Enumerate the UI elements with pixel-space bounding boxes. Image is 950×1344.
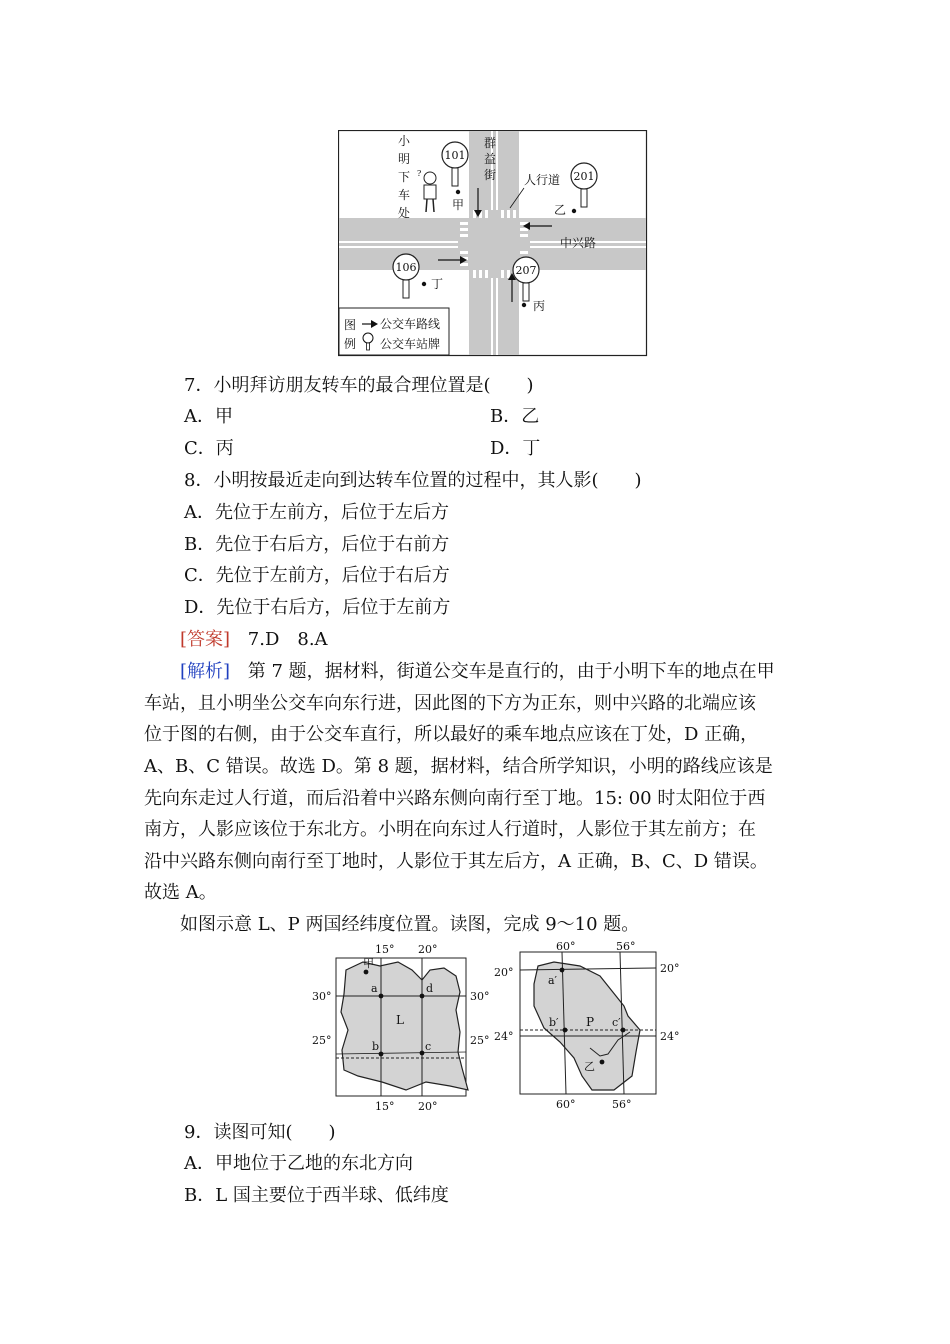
street-map-figure xyxy=(338,130,648,358)
point-jia-dot xyxy=(456,190,460,194)
alight-label-char-3: 下 xyxy=(398,170,411,184)
point-yi-label: 乙 xyxy=(554,203,567,217)
map-P-yi-label: 乙 xyxy=(584,1060,595,1073)
map-L-lat1-left: 30° xyxy=(312,990,332,1003)
legend-route-label: 公交车路线 xyxy=(380,317,441,331)
analysis-line-7: 沿中兴路东侧向南行至丁地时，人影位于其左后方，A 正确，B、C、D 错误。 xyxy=(144,851,768,872)
map-P-c-dot xyxy=(621,1028,626,1033)
map-P-lon1-top: 60° xyxy=(556,940,576,953)
analysis-line-8: 故选 A。 xyxy=(144,882,217,903)
country-L-shape xyxy=(341,962,468,1090)
q7-option-b: B．乙 xyxy=(490,406,540,427)
q9-option-a: A．甲地位于乙地的东北方向 xyxy=(184,1153,413,1174)
map-P-lat1-right: 20° xyxy=(660,962,680,975)
analysis-line-2: 车站，且小明坐公交车向东行进，因此图的下方为正东，则中兴路的北端应该 xyxy=(144,693,756,714)
analysis-line-1 xyxy=(180,660,775,684)
road-north-char-3: 街 xyxy=(484,168,497,182)
map-L-c-label: c xyxy=(425,1040,432,1053)
q9-option-b: B．L 国主要位于西半球、低纬度 xyxy=(184,1185,449,1206)
road-north-char-1: 群 xyxy=(484,136,497,150)
map-L-b-dot xyxy=(379,1052,384,1057)
map-P-a-label: a′ xyxy=(548,974,558,987)
map-L-b-label: b xyxy=(372,1040,380,1053)
map-P-lon2-top: 56° xyxy=(616,940,636,953)
legend-stop-label: 公交车站牌 xyxy=(380,337,441,351)
q7-option-a: A．甲 xyxy=(184,406,233,427)
sign-201-label: 201 xyxy=(573,170,595,183)
map-P-yi-dot xyxy=(600,1060,605,1065)
q7-option-c: C．丙 xyxy=(184,438,234,459)
point-jia-label: 甲 xyxy=(452,198,465,212)
alight-label-char-1: 小 xyxy=(398,134,411,148)
map-intro: 如图示意 L、P 两国经纬度位置。读图，完成 9～10 题。 xyxy=(180,914,640,935)
svg-text:?: ? xyxy=(417,169,422,178)
map-L-lon1-bottom: 15° xyxy=(375,1100,395,1113)
map-L-a-dot xyxy=(379,994,384,999)
road-horizontal xyxy=(339,218,646,270)
map-P-lat2-right: 24° xyxy=(660,1030,680,1043)
map-L-d-dot xyxy=(420,994,425,999)
map-L-jia-dot xyxy=(364,970,369,975)
sign-106-label: 106 xyxy=(395,261,417,274)
legend-title-2: 例 xyxy=(344,337,357,351)
q8-stem: 8．小明按最近走向到达转车位置的过程中，其人影( ) xyxy=(184,470,642,491)
answer-text: 7.D 8.A xyxy=(247,629,328,650)
map-L-a-label: a xyxy=(371,982,378,995)
map-P-lon1-bottom: 60° xyxy=(556,1098,576,1111)
sign-207-label: 207 xyxy=(515,264,537,277)
alight-label-char-5: 处 xyxy=(398,206,411,220)
map-L-d-label: d xyxy=(426,982,434,995)
map-L-lat2-right: 25° xyxy=(470,1034,490,1047)
analysis-line-3: 位于图的右侧，由于公交车直行，所以最好的乘车地点应该在丁处，D 正确， xyxy=(144,724,759,745)
analysis-text-1: 第 7 题，据材料，街道公交车是直行的，由于小明下车的地点在甲 xyxy=(247,661,775,682)
map-L-c-dot xyxy=(420,1051,425,1056)
legend-title-1: 图 xyxy=(344,318,357,332)
map-L-lon2-bottom: 20° xyxy=(418,1100,438,1113)
map-P-figure xyxy=(490,940,690,1115)
map-L-lat1-right: 30° xyxy=(470,990,490,1003)
road-north-char-2: 益 xyxy=(484,152,497,166)
map-P-lon2-bottom: 56° xyxy=(612,1098,632,1111)
map-P-lat2-left: 24° xyxy=(494,1030,514,1043)
analysis-line-5: 先向东走过人行道，而后沿着中兴路东侧向南行至丁地。15: 00 时太阳位于西 xyxy=(144,788,766,809)
map-L-name: L xyxy=(396,1013,404,1027)
map-L-lon2-top: 20° xyxy=(418,943,438,956)
sidewalk-label: 人行道 xyxy=(524,173,561,187)
q8-option-a: A．先位于左前方，后位于左后方 xyxy=(184,502,449,523)
point-ding-label: 丁 xyxy=(431,277,444,291)
q8-option-d: D．先位于右后方，后位于左前方 xyxy=(184,597,451,618)
map-P-b-dot xyxy=(563,1028,568,1033)
answer-tag: [答案] xyxy=(180,629,231,650)
map-P-a-dot xyxy=(560,968,565,973)
q8-option-b: B．先位于右后方，后位于右前方 xyxy=(184,534,450,555)
map-L-lat2-left: 25° xyxy=(312,1034,332,1047)
q9-stem: 9．读图可知( ) xyxy=(184,1122,336,1143)
point-ding-dot xyxy=(422,282,426,286)
alight-label-char-4: 车 xyxy=(398,188,411,202)
point-bing-label: 丙 xyxy=(533,299,546,313)
alight-label-char-2: 明 xyxy=(398,152,411,166)
map-L-lon1-top: 15° xyxy=(375,943,395,956)
map-P-name: P xyxy=(586,1015,595,1029)
q7-stem: 7．小明拜访朋友转车的最合理位置是( ) xyxy=(184,375,534,396)
analysis-tag: [解析] xyxy=(180,661,231,682)
q8-option-c: C．先位于左前方，后位于右后方 xyxy=(184,565,450,586)
q7-option-d: D．丁 xyxy=(490,438,541,459)
sign-101-label: 101 xyxy=(444,149,466,162)
analysis-line-6: 南方，人影应该位于东北方。小明在向东过人行道时，人影位于其左前方；在 xyxy=(144,819,756,840)
road-east-label: 中兴路 xyxy=(560,236,597,250)
map-P-c-label: c′ xyxy=(612,1016,621,1029)
point-yi-dot xyxy=(572,209,576,213)
analysis-line-4: A、B、C 错误。故选 D。第 8 题，据材料，结合所学知识，小明的路线应该是 xyxy=(144,756,773,777)
map-P-b-label: b′ xyxy=(549,1016,559,1029)
map-P-lat1-left: 20° xyxy=(494,966,514,979)
map-L-figure xyxy=(308,940,498,1115)
answer-line xyxy=(180,628,328,652)
map-L-jia-label: 甲 xyxy=(363,957,374,970)
point-bing-dot xyxy=(522,303,526,307)
